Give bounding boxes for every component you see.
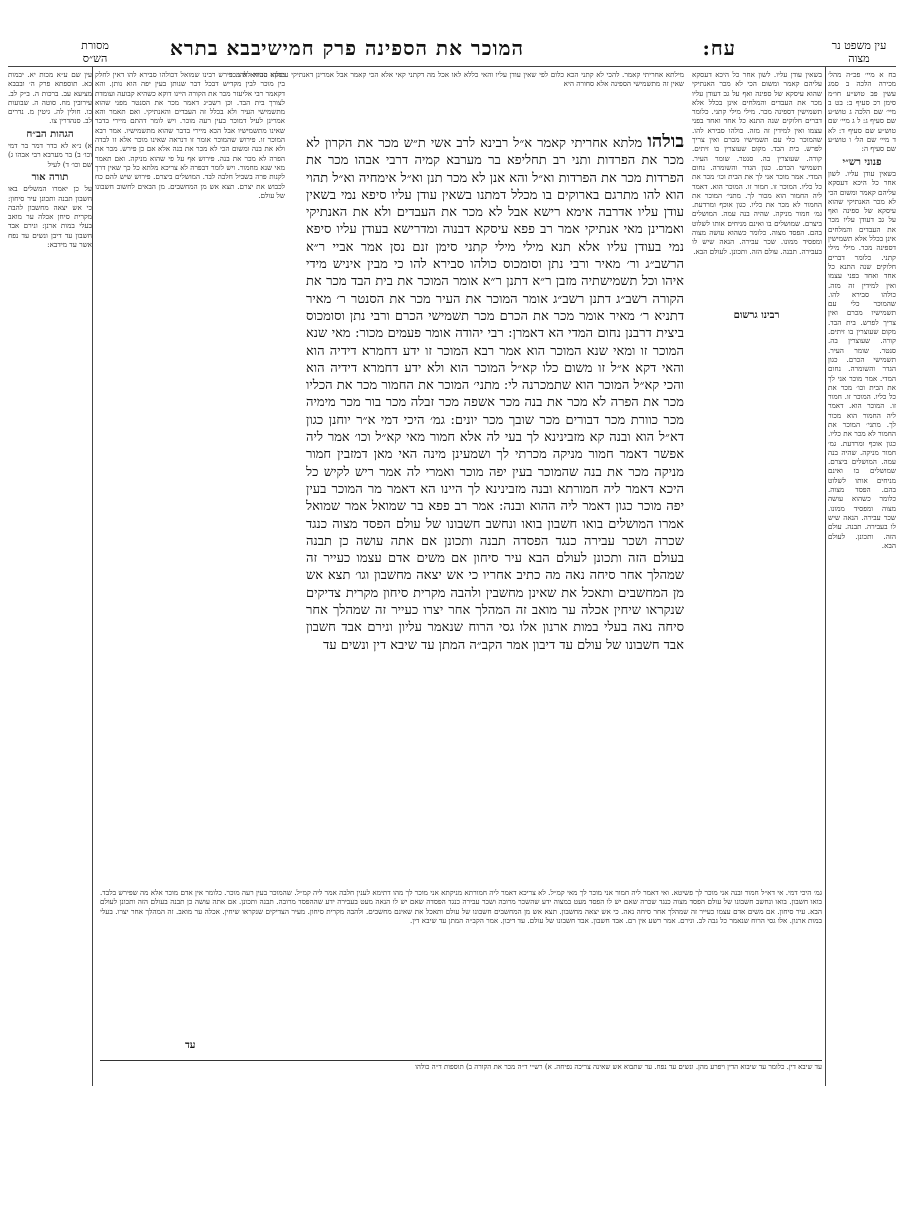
rabbeinu-gershom-title: רבינו גרשום (733, 310, 780, 321)
masoret-hashas-label: מסורת הש״ס (81, 39, 109, 65)
rashi-top-text: מילתא אחריתי קאמר. להכי לא קתני הכא כלום לפי שאין עודן עליו והאי כללא לאו אכל מה דקתני קאי אלא הכי קאמר אבל אמרינן דאנתיקי עיסקא ההוא לא מכר שאין זה מתשמישי הספינה אלא סחורה היא (229, 70, 684, 89)
column-divider-left (92, 66, 93, 1086)
footnotes (100, 1060, 822, 1083)
rashi-top-band (229, 70, 684, 130)
penini-rashi-title: פנוני רש״י (842, 156, 882, 168)
gemara-text-block (306, 133, 684, 885)
gemara-opening-word: בולהו (647, 133, 684, 152)
ein-mishpat-column (828, 70, 896, 1080)
catchword: עד (185, 1040, 196, 1051)
masoret-hashas-column (8, 70, 92, 1080)
ein-mishpat-text: בח א מיי׳ פכ״ה מהל׳ מכירה הלכה ב סמג עשין פב טוש״ע חו״מ סימן רכ סעיף ב: בט ב מיי׳ שם הלכה ג טוש״ע שם סעיף ג: ל ג מיי׳ שם טוש״ע שם סעיף ד: לא ד מיי׳ שם הל׳ ו טוש״ע שם סעיף ה: (828, 70, 896, 154)
page-header (60, 36, 854, 62)
rashi-text: בשאין עודן עליו. לשון אחר כל היכא דעסקא עליהם קאמר ומשום הכי לא מכר האנתיקי שהוא עיסקא של ספינה ואף על גב דעודן עליו מכר את העבדים והמלחים אינן בכלל אלא תשמישין דספינה מכר. מילי מילי קתני. כלומר דברים חלוקים שנה התנא כל אחד ואחד בפני עצמו ואין למידין זה מזה. כולהו סבירא להו. שהמוכר כלי עם תשמישיו מכרם ואין צריך לפרש. בית הבד. מקום שעוצרין בו זיתים. קורה. שעוצרין בה. סנטר. שומר העיר. תשמישי הכרם. כגון הגדר והשומרה. נחום המדי. אמר מוכר אני לך את הבית וכו׳ מכר את כל כליו. המוכר זו. חמור זו. המוכר הוא. דאמר ליה החמור הוא מכור לך. מתני׳ המוכר את החמור לא מכר את כליו. כגון אוכף ומרדעת. גמ׳ חמור מניקה. שהיה בנה עמה. המושלים ביצרם. שמושלים בו ואינם מניחים אותו לשלוט בהם. הפסד מצוה. כלומר כשהוא עושה מצוה ומפסיד ממונו. שכר עבירה. הנאה שיש לו בעבירה. תבנה. עולם הזה. ותכונן. לעולם הבא. (692, 70, 822, 256)
torah-or-title: תורה אור (31, 171, 69, 183)
tosafot-column (95, 70, 285, 950)
footnote-text: עד שיבא דין. כלומר עד שיבוא הדין ויפרע מהן. ונשים עד נפח. עד שתבוא אש שאינה צריכה נפיחה. א) רש״י ד״ה מכר את הקורה ב) תוספות ד״ה כולהו (415, 1063, 822, 1071)
tractate-title: בבא בתרא (170, 36, 262, 60)
torah-or-text: על כן יאמרו המשלים באו חשבון תבנה ותכונן עיר סיחון: כי אש יצאה מחשבון להבה מקרית סיחן אכלה ער מואב בעלי במות ארנן: ונירם אבד חשבון עד דיבן ונשים עד נפח אשר עד מידבא: (8, 184, 92, 250)
masoret-hashas-text: עין שם ע״א מכות יא. יבמות כא. תוספתא פרק ה׳ ובבבא מציעא עב. ברכות ה. ב״ק לב. עירובין מח. סוטה ה. שבועות כו. חולין לה. גיטין מ. נדרים לב. סנהדרין צו. (8, 70, 92, 126)
tosafot-text: בולהו סבירא להו. פירש רבינו שמואל דכולהו סבירא להו דאין לחלק בין מוכר לבין מקדיש דבכל דבר שנותן בעין יפה הוא נותן. והא דקאמר רבי אליעזר מכר את הקורה היינו דוקא כשהיא קבועה ועומדת לצורך בית הבד. וכן רשב״ג דאמר מכר את הסנטר מפני שהוא מתשמישי העיר ולא בכלל זה העבדים והאנתיקי. ואם תאמר והא אמרינן לעיל דמוכר בעין רעה מוכר. ויש לומר דהתם מיירי בדבר שאינו מתשמישיו אבל הכא מיירי בדבר שהוא מתשמישיו. אמר רבא המוכר זו. פירוש שהמוכר אומר זו דנראה שאינו מוכר אלא זו לבדה ולא את בנה ומשום הכי לא מכר את בנה אלא אם כן פירש. מכר את הפרה לא מכר את בנה. פירוש אף על פי שהוא מניקה. ואם תאמר מאי שנא מחמור. ויש לומר דבפרה לא צריכא מלתא כל כך שאין דרך לקנות פרה בשביל חלבה לבד. המושלים ביצרם. פירוש שיש להם כח לכבוש את יצרם. תצא אש מן המחשבים. מן הבאים לחשוב חשבונו של עולם. (95, 70, 285, 200)
page-number: עח: (702, 36, 736, 60)
ein-mishpat-label: עין משפט נר מצוה (831, 39, 887, 65)
header-rule (8, 66, 896, 67)
hagahot-text: א) נ״א לא כדר דמר בר דמי וכו׳ ב) בר מערבא רבי אבהו ג) שם וכו׳ ד) לעיל (8, 141, 92, 169)
rashi-right-excerpt: בשאין עודן עליו. לשון אחר כל היכא דעסקא עליהם קאמר ומשום הכי לא מכר האנתיקי שהוא עיסקא של ספינה ואף על גב דעודן עליו מכר את העבדים והמלחים אינן בכלל אלא תשמישין דספינה מכר. מילי מילי קתני. כלומר דברים חלוקים שנה התנא כל אחד ואחד בפני עצמו ואין למידין זה מזה. כולהו סבירא להו. שהמוכר כלי עם תשמישיו מכרם ואין צריך לפרש. בית הבד. מקום שעוצרין בו זיתים. קורה. שעוצרין בה. סנטר. שומר העיר. תשמישי הכרם. כגון הגדר והשומרה. נחום המדי. אמר מוכר אני לך את הבית וכו׳ מכר את כל כליו. המוכר זו. חמור זו. המוכר הוא. דאמר ליה החמור הוא מכור לך. מתני׳ המוכר את החמור לא מכר את כליו. כגון אוכף ומרדעת. גמ׳ חמור מניקה. שהיה בנה עמה. המושלים ביצרם. שמושלים בו ואינם מניחים אותו לשלוט בהם. הפסד מצוה. כלומר כשהוא עושה מצוה ומפסיד ממונו. שכר עבירה. הנאה שיש לו בעבירה. תבנה. עולם הזה. ותכונן. לעולם הבא. (828, 168, 896, 550)
hagahot-habach-title: הגהות הב״ח (26, 128, 74, 140)
gemara-text: מלתא אחריתי קאמר א״ל רבינא לרב אשי ת״ש מכר את הקרון לא מכר את הפרדות ותני רב תחליפא בר מערבא קמיה דרבי אבהו מכר את הפרדות מכר את הפרדות וא״ל והא אנן לא מכר תנן וא״ל אימחיה וא״ל תהוי הוא להו מתרגם בארוקים בו מכלל דמתנו בשאין עודן עליו סיפא נמי בשאין עודן עליו אדרבה אימא רישא אבל לא מכר את העבדים ולא את האנתיקי ואמרינן מאי אנתיקי אמר רב פפא עיסקא דבנוה ומדרישא בעודן עליו סיפא נמי בעודן עליו אלא תנא מילי מילי קתני סימן זנם נסן אמר אביי ר״א הרשב״ג ור׳ מאיר ורבי נתן וסומכוס כולהו סבירא להו כי מבין איניש מידי איהו וכל תשמישתיה מזבן ר״א דתנן ר״א אומר המוכר את בית הבד מכר את הקורה רשב״ג דתנן רשב״ג אומר המוכר את העיר מכר את הסנטר ר׳ מאיר דתניא ר׳ מאיר אומר מכר את הכרם מכר תשמישי הכרם ורבי נתן וסומכוס ביצית דרבנן נחום המדי הא דאמרן: רבי יהודה אומר פעמים מכור: מאי שנא המוכר זו ומאי שנא המוכר הוא אמר רבא המוכר זו ידע דחמרא דידיה הוא והאי דקא א״ל זו משום כלו קא״ל המוכר הוא ולא ידע דחמרא דידיה הוא והכי קא״ל המוכר הוא שתמכרנה לי: מתני׳ המוכר את החמור מכר את הכליו מכר את הפרה לא מכר את בנה מכר אשפה מכר זבלה מכר בור מכר מימיה מכר כוורת מכר דבורים מכר שובך מכר יונים: גמ׳ היכי דמי א״ר יוחנן כגון דא״ל הוא ובנה קא מזבינינא לך בעי לה אלא חמור מאי קא״ל וכו׳ אמר ליה אפשר דאמר חמור מניקה מכרתי לך ושמעינן מינה האי מאן דמזבין חמור מניקה מכר את בנה שהמוכר בעין יפה מוכר ואמרי לה אמר ריש לקיש כל היכא דאמר ליה חמורתא ובנה מזבינינא לך היינו הא דאמר מר המוכר בעין יפה מוכר כגון דאמר ליה ההוא ובנה: אמר רב פפא בר שמואל אמר שמואל אמרו המושלים בואו חשבון בואו ונחשב חשבונו של עולם הפסד מצוה כנגד שכרה ושכר עבירה כנגד הפסדה תבנה ותכונן אם אתה עושה כן תבנה בעולם הזה ותכונן לעולם הבא עיר סיחון אם משים אדם עצמו כעייר זה שמהלך אחר סיחה נאה מה כתיב אחריו כי אש יצאה מחשבון וגו׳ תצא אש מן המחשבים ותאכל את שאינן מחשבין ולהבה מקרית סיחון מקרית צדיקים שנקראו שיחין אכלה ער מואב זה המהלך אחר יצרו כעייר זה שמהלך אחר סיחה נאה בעלי במות ארנון אלו גסי הרוח שנאמר עליון ונירם אבד חשבון אבד חשבונו של עולם עד דיבון אמר הקב״ה המתן עד שיבא דין ונשים עד (306, 136, 684, 653)
chapter-title: המוכר את הספינה פרק חמישי (261, 36, 524, 60)
bottom-commentary (100, 888, 822, 1056)
column-divider-right (825, 66, 826, 1086)
bottom-commentary-text: גמ׳ היכי דמי. אי דא״ל חמור ובנה אני מוכר לך פשיטא. ואי דאמר ליה חמור אני מוכר לך מאי קמ״ל. לא צריכא דאמר ליה חמורתא מניקתא אני מוכר לך מהו דתימא לענין חלבה אמר ליה קמ״ל. שהמוכר בעין רעה מוכר. כלומר אין אדם מוכר אלא מה שפירש בלבד. בואו חשבון. בואו ונחשב חשבונו של עולם הפסד מצוה כנגד שכרה שאם יש לו הפסד מעט במצוה ידע שהשכר מרובה ושכר עבירה כנגד הפסדה שאם יש לו הנאה מעט בעבירה ידע שההפסד מרובה. תבנה ותכונן. אם אתה עושה כן תבנה בעולם הזה ותכונן לעולם הבא. עיר סיחון. אם משים אדם עצמו כעייר זה שמהלך אחר סיחה נאה. כי אש יצאה מחשבון. תצא אש מן המחשבים חשבונו של עולם ותאכל את שאינם מחשבים. ולהבה מקרית סיחון. מעיר הצדיקים שנקראו שיחין. אכלה ער מואב. זה המהלך אחר יצרו. בעלי במות ארנון. אלו גסי הרוח שנאמר כל גבה לב. ונירם. אמר רשע אין רם. אבד חשבון. אבד חשבונו של עולם. עד דיבון. אמר הקב״ה המתן עד שיבא דין. (100, 888, 822, 925)
